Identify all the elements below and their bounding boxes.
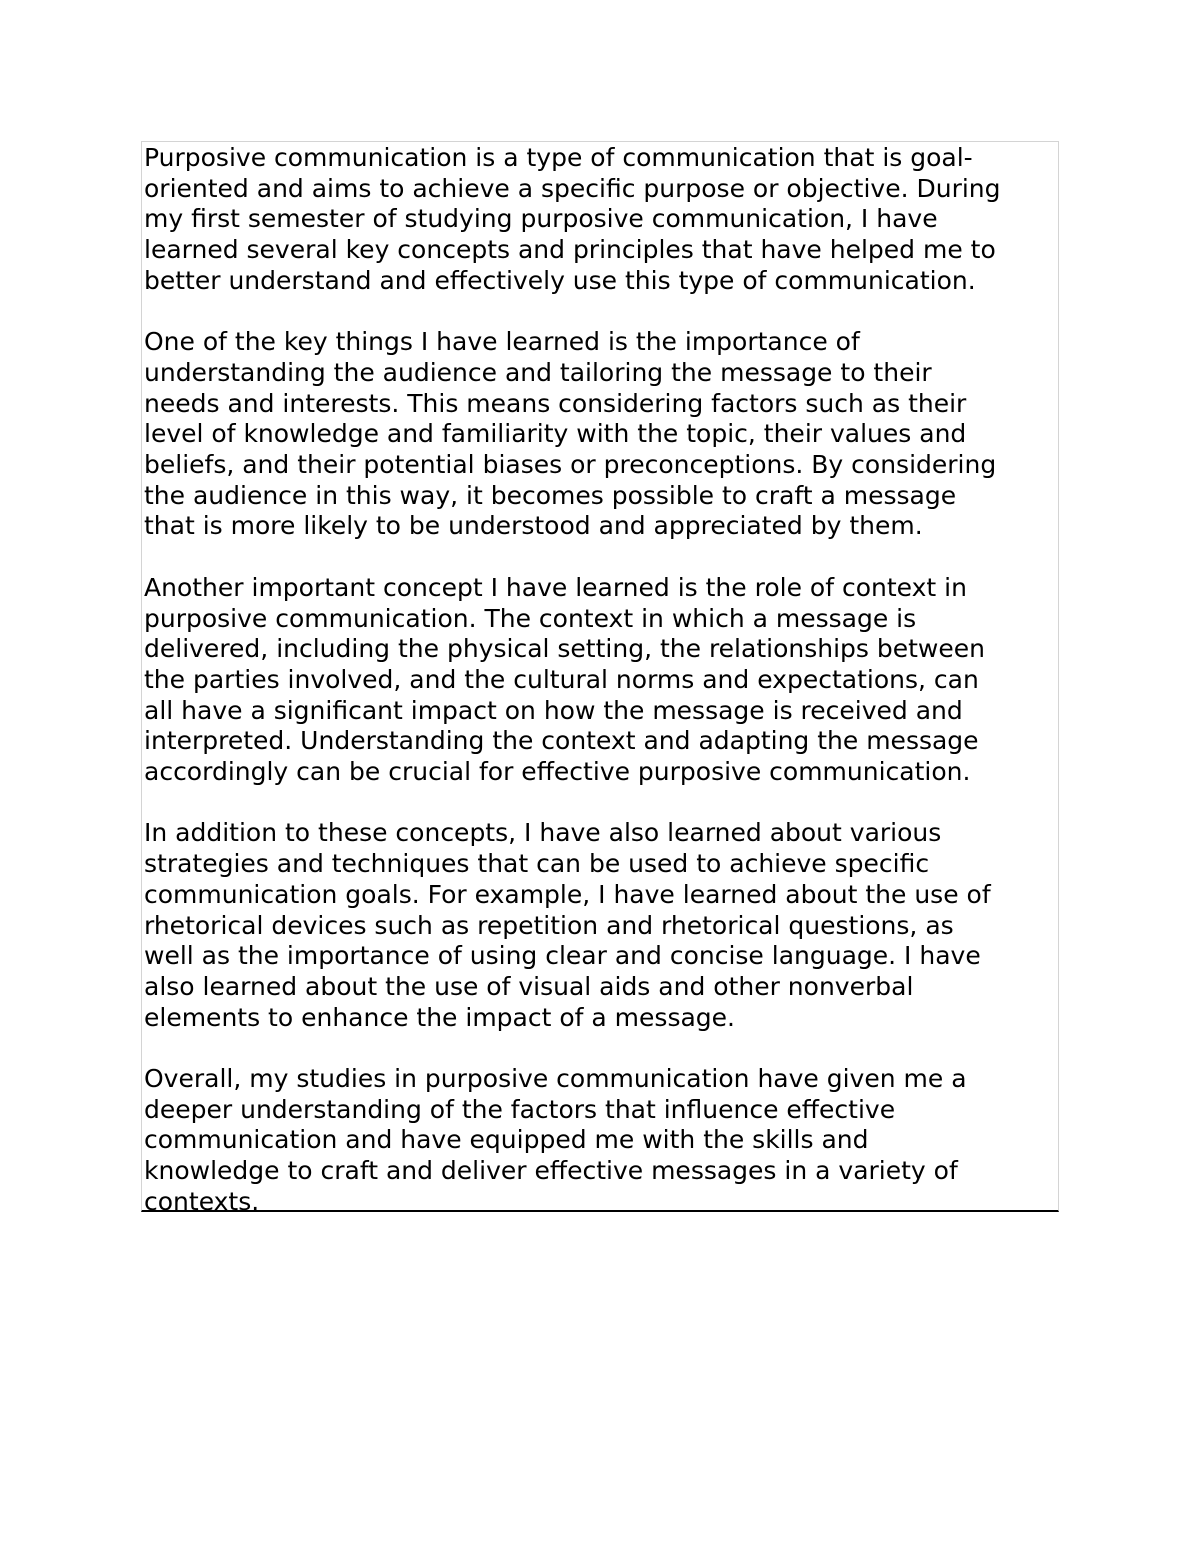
text-line: One of the key things I have learned is the importance of (144, 327, 860, 357)
text-line: elements to enhance the impact of a message. (144, 1002, 735, 1032)
text-line: purposive communication. The context in which a message is (144, 603, 917, 633)
text-line: better understand and effectively use this type of communication. (144, 265, 976, 295)
text-line: In addition to these concepts, I have also learned about various (144, 818, 942, 848)
text-line: communication and have equipped me with the skills and (144, 1125, 869, 1155)
paragraph-1 (144, 143, 1056, 297)
text-line: level of knowledge and familiarity with the topic, their values and (144, 419, 967, 449)
text-line: my first semester of studying purposive communication, I have (144, 204, 938, 234)
text-line: well as the importance of using clear and concise language. I have (144, 941, 981, 971)
text-line: Another important concept I have learned is the role of context in (144, 572, 967, 602)
text-line: Overall, my studies in purposive communication have given me a (144, 1064, 967, 1094)
text-line: that is more likely to be understood and appreciated by them. (144, 511, 923, 541)
document-body (144, 143, 1056, 1218)
text-line: oriented and aims to achieve a specific purpose or objective. During (144, 173, 1001, 203)
text-line: contexts. (144, 1186, 260, 1216)
text-line: delivered, including the physical setting, the relationships between (144, 634, 985, 664)
text-line: the audience in this way, it becomes possible to craft a message (144, 480, 957, 510)
paragraph-5 (144, 1064, 1056, 1218)
text-line: rhetorical devices such as repetition and rhetorical questions, as (144, 910, 954, 940)
text-line: learned several key concepts and principles that have helped me to (144, 235, 996, 265)
text-box[interactable] (141, 141, 1059, 1216)
paragraph-2 (144, 327, 1056, 542)
text-line: communication goals. For example, I have learned about the use of (144, 879, 991, 909)
paragraph-3 (144, 573, 1056, 788)
text-line: Purposive communication is a type of communication that is goal- (144, 143, 973, 172)
text-line: deeper understanding of the factors that influence effective (144, 1094, 896, 1124)
text-line: accordingly can be crucial for effective purposive communication. (144, 757, 971, 787)
text-line: interpreted. Understanding the context and adapting the message (144, 726, 979, 756)
text-line: the parties involved, and the cultural norms and expectations, can (144, 664, 979, 694)
text-line: also learned about the use of visual aids and other nonverbal (144, 971, 914, 1001)
text-line: knowledge to craft and deliver effective messages in a variety of (144, 1156, 958, 1186)
text-line: beliefs, and their potential biases or preconceptions. By considering (144, 450, 997, 480)
text-line: needs and interests. This means considering factors such as their (144, 388, 967, 418)
text-line: all have a significant impact on how the message is received and (144, 695, 963, 725)
text-line: understanding the audience and tailoring the message to their (144, 357, 932, 387)
paragraph-4 (144, 818, 1056, 1033)
text-line: strategies and techniques that can be used to achieve specific (144, 849, 930, 879)
